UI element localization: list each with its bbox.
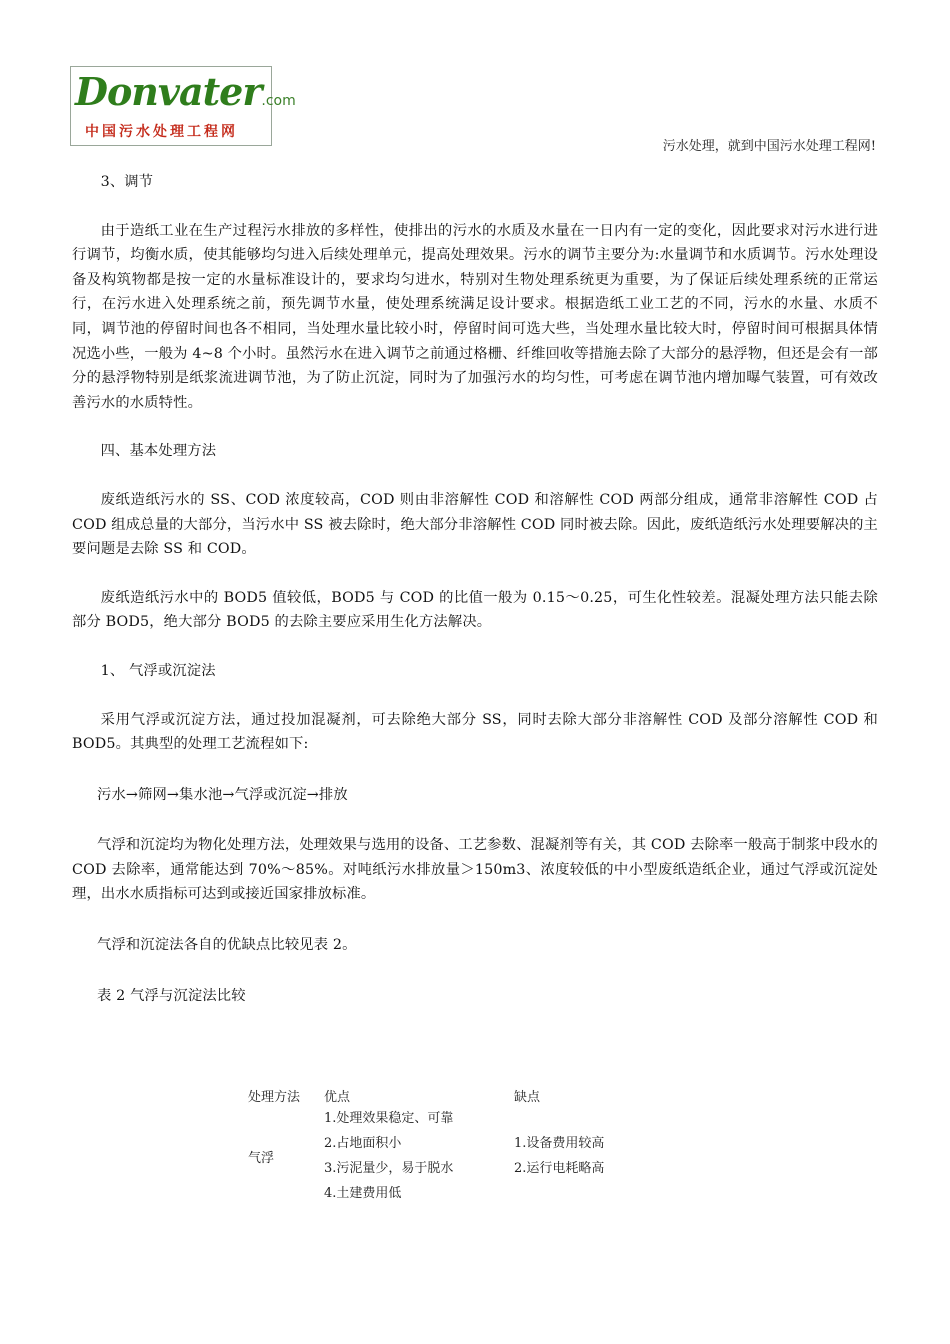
- header-pros: 优点: [324, 1089, 351, 1105]
- paragraph-flotation: 采用气浮或沉淀方法，通过投加混凝剂，可去除绝大部分 SS，同时去除大部分非溶解性 COD 及部分溶解性 COD 和 BOD5。其典型的处理工艺流程如下:: [72, 711, 878, 753]
- article-body: [72, 170, 878, 1008]
- logo-suffix: .com: [261, 93, 296, 109]
- logo-wordmark: [75, 69, 296, 114]
- table-caption: 表 2 气浮与沉淀法比较: [97, 987, 246, 1004]
- paragraph-adjust: 由于造纸工业在生产过程污水排放的多样性，使排出的污水的水质及水量在一日内有一定的变化，因此要求对污水进行进行调节，均衡水质，使其能够均匀进入后续处理单元，提高处理效果。污水的调节主要分为:水量调节和水质调节。污水处理设备及构筑物都是按一定的水量标准设计的，要求均匀进水，特别对生物处理系统更为重要，为了保证后续处理系统的正常运行，在污水进入处理系统之前，预先调节水量，使处理系统满足设计要求。根据造纸工业工艺的不同，污水的水量、水质不同，调节池的停留时间也各不相同，当处理水量比较小时，停留时间可选大些，当处理水量比较大时，停留时间可根据具体情况选小些，一般为 4~8 个小时。虽然污水在进入调节之前通过格栅、纤维回收等措施去除了大部分的悬浮物，但还是会有一部分的悬浮物特别是纸浆流进调节池，为了防止沉淀，同时为了加强污水的均匀性，可考虑在调节池内增加曝气装置，可有效改善污水的水质特性。: [72, 222, 878, 411]
- subheading-flotation: 1、 气浮或沉淀法: [100, 662, 216, 679]
- paragraph-table-ref: 气浮和沉淀法各自的优缺点比较见表 2。: [97, 937, 357, 954]
- logo-main-text: Donvater: [75, 69, 262, 114]
- section-heading-methods: 四、基本处理方法: [100, 443, 217, 460]
- logo-subtitle: 中国污水处理工程网: [85, 124, 238, 140]
- cell-cons: [514, 1106, 664, 1206]
- comparison-table: [240, 1084, 664, 1206]
- con-item: 2.运行电耗略高: [514, 1161, 605, 1176]
- header-cons: 缺点: [514, 1089, 541, 1105]
- table-header-row: [240, 1084, 664, 1106]
- cell-pros: [324, 1106, 514, 1206]
- header-slogan: 污水处理，就到中国污水处理工程网!: [662, 139, 876, 154]
- table-row: [240, 1106, 664, 1206]
- pro-item: 3.污泥量少，易于脱水: [324, 1161, 454, 1176]
- paragraph-physchem: 气浮和沉淀均为物化处理方法，处理效果与选用的设备、工艺参数、混凝剂等有关，其 COD 去除率一般高于制浆中段水的 COD 去除率，通常能达到 70%～85%。对吨纸污水排放量＞150m3、浓度较低的中小型废纸造纸企业，通过气浮或沉淀处理，出水水质指标可达到或接近国家排放标准。: [72, 837, 878, 903]
- con-item: 1.设备费用较高: [514, 1136, 605, 1151]
- paragraph-bod5: 废纸造纸污水中的 BOD5 值较低，BOD5 与 COD 的比值一般为 0.15～0.25，可生化性较差。混凝处理方法只能去除部分 BOD5，绝大部分 BOD5 的去除主要应采用生化方法解决。: [72, 589, 878, 631]
- site-logo[interactable]: [70, 66, 296, 146]
- pro-item: 2.占地面积小: [324, 1136, 402, 1151]
- pro-item: 1.处理效果稳定、可靠: [324, 1111, 454, 1126]
- header-method: 处理方法: [248, 1089, 301, 1105]
- process-flow: 污水→筛网→集水池→气浮或沉淀→排放: [97, 786, 348, 803]
- pro-item: 4.土建费用低: [324, 1186, 402, 1201]
- cell-method: 气浮: [248, 1150, 275, 1166]
- paragraph-ss-cod: 废纸造纸污水的 SS、COD 浓度较高，COD 则由非溶解性 COD 和溶解性 COD 两部分组成，通常非溶解性 COD 占 COD 组成总量的大部分，当污水中 SS 被去除时，绝大部分非溶解性 COD 同时被去除。因此，废纸造纸污水处理要解决的主要问题是去除 SS 和 COD。: [72, 491, 878, 558]
- section-heading-adjust: 3、调节: [100, 174, 154, 190]
